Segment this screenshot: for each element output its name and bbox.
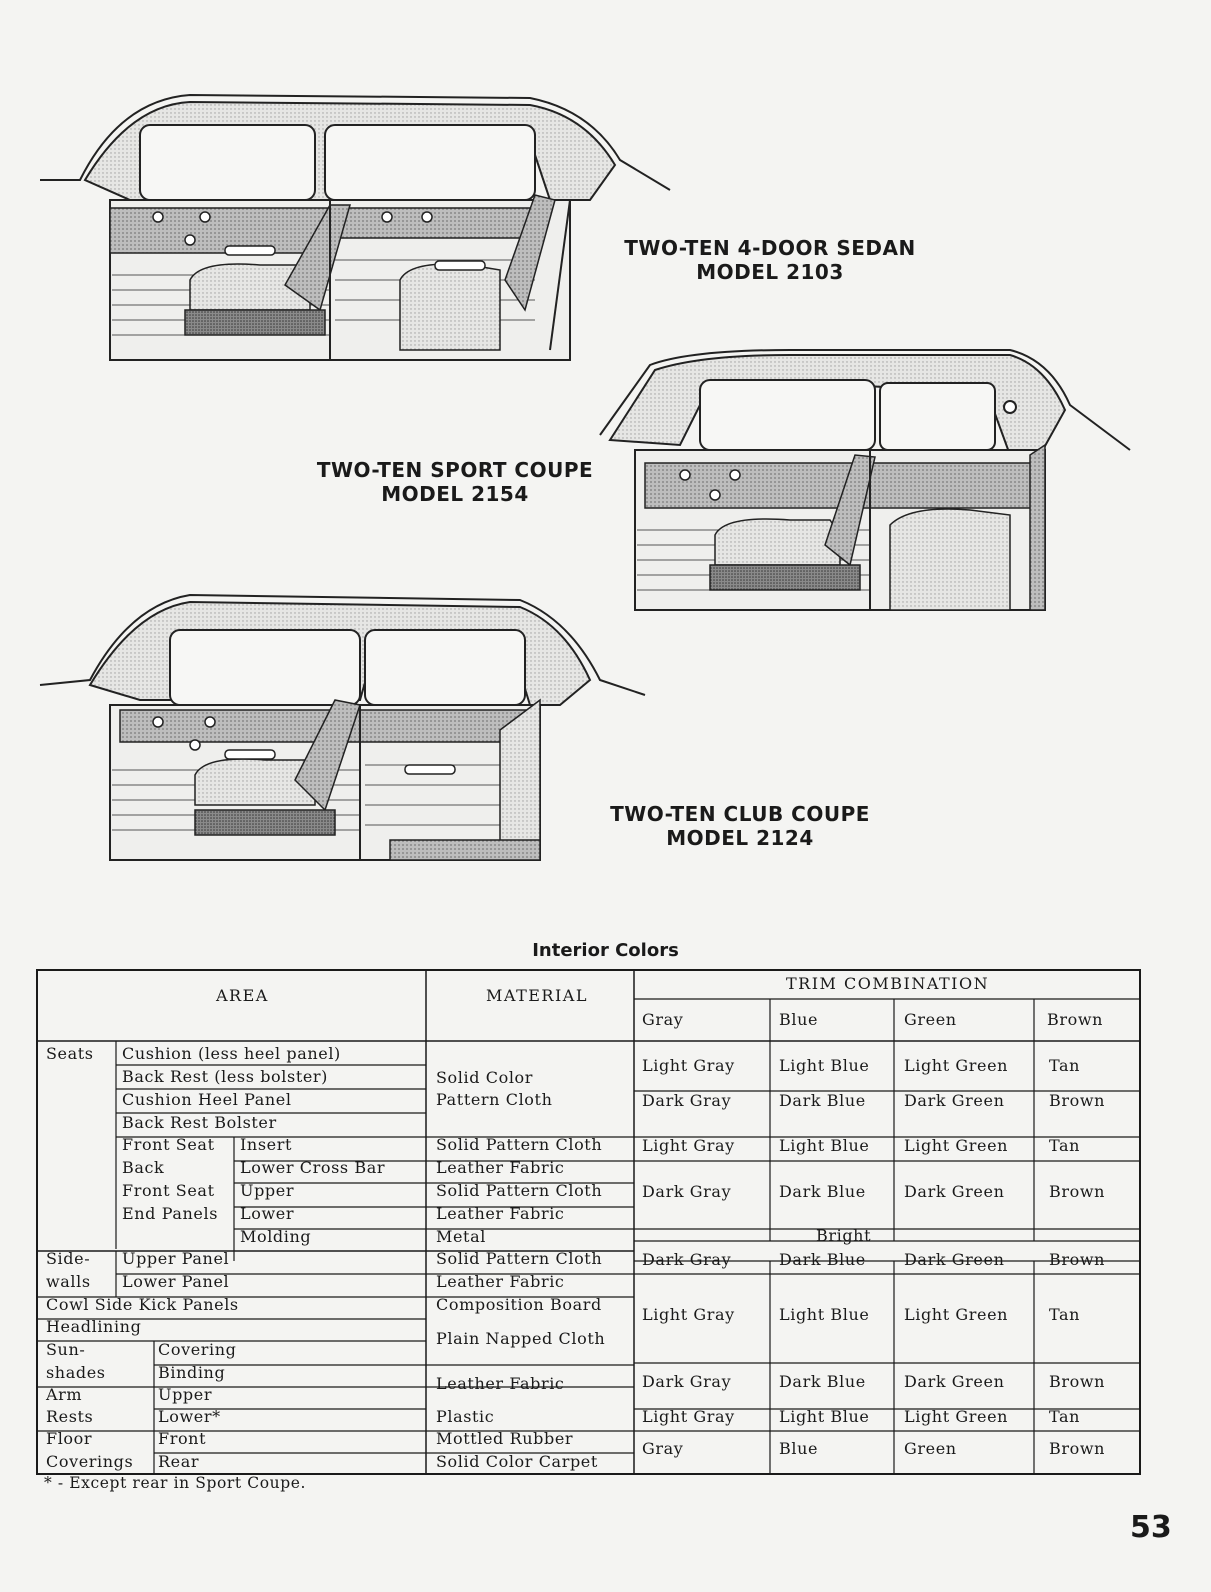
material-metal: Metal bbox=[436, 1227, 486, 1246]
area-sunshades-1: Sun- bbox=[46, 1340, 86, 1359]
trim-r1-green: Light Green bbox=[904, 1056, 1009, 1075]
sedan-caption-line2: MODEL 2103 bbox=[696, 260, 844, 284]
area-front-seat-end-2: End Panels bbox=[122, 1204, 218, 1223]
area-front-seat-back-1: Front Seat bbox=[122, 1135, 215, 1154]
area-seats: Seats bbox=[46, 1044, 94, 1063]
material-solid-color-1: Solid Color bbox=[436, 1068, 534, 1087]
table-title: Interior Colors bbox=[532, 940, 679, 961]
trim-r7-brown: Brown bbox=[1049, 1372, 1106, 1391]
sport-coupe-caption bbox=[300, 458, 610, 506]
trim-r6-brown: Tan bbox=[1049, 1305, 1081, 1324]
area-end-upper: Upper bbox=[240, 1181, 295, 1200]
material-leather-2: Leather Fabric bbox=[436, 1204, 565, 1223]
trim-bright: Bright bbox=[816, 1226, 872, 1245]
area-cushion-heel-panel: Cushion Heel Panel bbox=[122, 1090, 292, 1109]
material-composition: Composition Board bbox=[436, 1295, 602, 1314]
header-brown: Brown bbox=[1047, 1010, 1104, 1029]
trim-r9-green: Green bbox=[904, 1439, 957, 1458]
header-green: Green bbox=[904, 1010, 957, 1029]
sedan-interior-drawing bbox=[30, 80, 690, 380]
area-floor-2: Coverings bbox=[46, 1452, 134, 1471]
material-plain-napped: Plain Napped Cloth bbox=[436, 1329, 606, 1348]
header-area: AREA bbox=[216, 986, 269, 1005]
area-headlining: Headlining bbox=[46, 1317, 142, 1336]
area-molding: Molding bbox=[240, 1227, 312, 1246]
trim-r8-blue: Light Blue bbox=[779, 1407, 870, 1426]
material-plastic: Plastic bbox=[436, 1407, 495, 1426]
sport-coupe-interior-drawing bbox=[590, 345, 1140, 625]
area-cushion: Cushion (less heel panel) bbox=[122, 1044, 341, 1063]
area-floor-rear: Rear bbox=[158, 1452, 200, 1471]
header-material: MATERIAL bbox=[486, 986, 588, 1005]
area-floor-1: Floor bbox=[46, 1429, 93, 1448]
material-carpet: Solid Color Carpet bbox=[436, 1452, 598, 1471]
area-sidewalls-2: walls bbox=[46, 1272, 91, 1291]
trim-r3-gray: Light Gray bbox=[642, 1136, 735, 1155]
sedan-caption bbox=[600, 236, 940, 284]
trim-r4-gray: Dark Gray bbox=[642, 1182, 732, 1201]
area-back-rest-bolster: Back Rest Bolster bbox=[122, 1113, 277, 1132]
area-back-rest: Back Rest (less bolster) bbox=[122, 1067, 329, 1086]
material-leather-3: Leather Fabric bbox=[436, 1272, 565, 1291]
trim-r4-blue: Dark Blue bbox=[779, 1182, 866, 1201]
material-mottled: Mottled Rubber bbox=[436, 1429, 574, 1448]
area-upper-panel: Upper Panel bbox=[122, 1249, 230, 1268]
footnote: * - Except rear in Sport Coupe. bbox=[44, 1474, 307, 1492]
trim-r4-green: Dark Green bbox=[904, 1182, 1005, 1201]
trim-r8-brown: Tan bbox=[1049, 1407, 1081, 1426]
trim-r2-blue: Dark Blue bbox=[779, 1091, 866, 1110]
trim-r8-gray: Light Gray bbox=[642, 1407, 735, 1426]
area-lower-cross-bar: Lower Cross Bar bbox=[240, 1158, 386, 1177]
area-lower-panel: Lower Panel bbox=[122, 1272, 230, 1291]
material-leather-1: Leather Fabric bbox=[436, 1158, 565, 1177]
area-end-lower: Lower bbox=[240, 1204, 295, 1223]
trim-r2-green: Dark Green bbox=[904, 1091, 1005, 1110]
trim-r7-green: Dark Green bbox=[904, 1372, 1005, 1391]
trim-r6-gray: Light Gray bbox=[642, 1305, 735, 1324]
interior-colors-table bbox=[36, 969, 1141, 1475]
trim-r3-blue: Light Blue bbox=[779, 1136, 870, 1155]
trim-r1-gray: Light Gray bbox=[642, 1056, 735, 1075]
club-coupe-caption-line2: MODEL 2124 bbox=[666, 826, 814, 850]
sedan-caption-line1: TWO-TEN 4-DOOR SEDAN bbox=[624, 236, 916, 260]
area-covering: Covering bbox=[158, 1340, 237, 1359]
trim-r6-green: Light Green bbox=[904, 1305, 1009, 1324]
trim-r5-blue: Dark Blue bbox=[779, 1250, 866, 1269]
club-coupe-caption-line1: TWO-TEN CLUB COUPE bbox=[610, 802, 870, 826]
trim-r9-brown: Brown bbox=[1049, 1439, 1106, 1458]
trim-r5-brown: Brown bbox=[1049, 1250, 1106, 1269]
material-solid-pattern-3: Solid Pattern Cloth bbox=[436, 1249, 603, 1268]
material-solid-color-2: Pattern Cloth bbox=[436, 1090, 553, 1109]
trim-r5-gray: Dark Gray bbox=[642, 1250, 732, 1269]
trim-r2-brown: Brown bbox=[1049, 1091, 1106, 1110]
area-floor-front: Front bbox=[158, 1429, 207, 1448]
area-insert: Insert bbox=[240, 1135, 292, 1154]
page-number: 53 bbox=[1130, 1510, 1172, 1545]
trim-r9-blue: Blue bbox=[779, 1439, 819, 1458]
header-blue: Blue bbox=[779, 1010, 819, 1029]
material-solid-pattern-2: Solid Pattern Cloth bbox=[436, 1181, 603, 1200]
trim-r7-gray: Dark Gray bbox=[642, 1372, 732, 1391]
area-front-seat-back-2: Back bbox=[122, 1158, 165, 1177]
area-front-seat-end-1: Front Seat bbox=[122, 1181, 215, 1200]
trim-r4-brown: Brown bbox=[1049, 1182, 1106, 1201]
sport-coupe-caption-line1: TWO-TEN SPORT COUPE bbox=[316, 458, 594, 482]
trim-r8-green: Light Green bbox=[904, 1407, 1009, 1426]
trim-r1-blue: Light Blue bbox=[779, 1056, 870, 1075]
sport-coupe-caption-line2: MODEL 2154 bbox=[381, 482, 529, 506]
area-binding: Binding bbox=[158, 1363, 226, 1382]
area-sidewalls-1: Side- bbox=[46, 1249, 91, 1268]
trim-r5-green: Dark Green bbox=[904, 1250, 1005, 1269]
trim-r7-blue: Dark Blue bbox=[779, 1372, 866, 1391]
header-trim-combination: TRIM COMBINATION bbox=[786, 974, 990, 993]
area-arm-rests-2: Rests bbox=[46, 1407, 94, 1426]
area-arm-rests-1: Arm bbox=[46, 1385, 83, 1404]
trim-r6-blue: Light Blue bbox=[779, 1305, 870, 1324]
material-solid-pattern-1: Solid Pattern Cloth bbox=[436, 1135, 603, 1154]
trim-r1-brown: Tan bbox=[1049, 1056, 1081, 1075]
club-coupe-caption bbox=[580, 802, 900, 850]
trim-r2-gray: Dark Gray bbox=[642, 1091, 732, 1110]
trim-r9-gray: Gray bbox=[642, 1439, 684, 1458]
area-cowl: Cowl Side Kick Panels bbox=[46, 1295, 239, 1314]
material-leather-4: Leather Fabric bbox=[436, 1374, 565, 1393]
club-coupe-interior-drawing bbox=[30, 580, 650, 875]
header-gray: Gray bbox=[642, 1010, 684, 1029]
area-arm-lower: Lower* bbox=[158, 1407, 221, 1426]
trim-r3-green: Light Green bbox=[904, 1136, 1009, 1155]
area-sunshades-2: shades bbox=[46, 1363, 106, 1382]
trim-r3-brown: Tan bbox=[1049, 1136, 1081, 1155]
area-arm-upper: Upper bbox=[158, 1385, 213, 1404]
